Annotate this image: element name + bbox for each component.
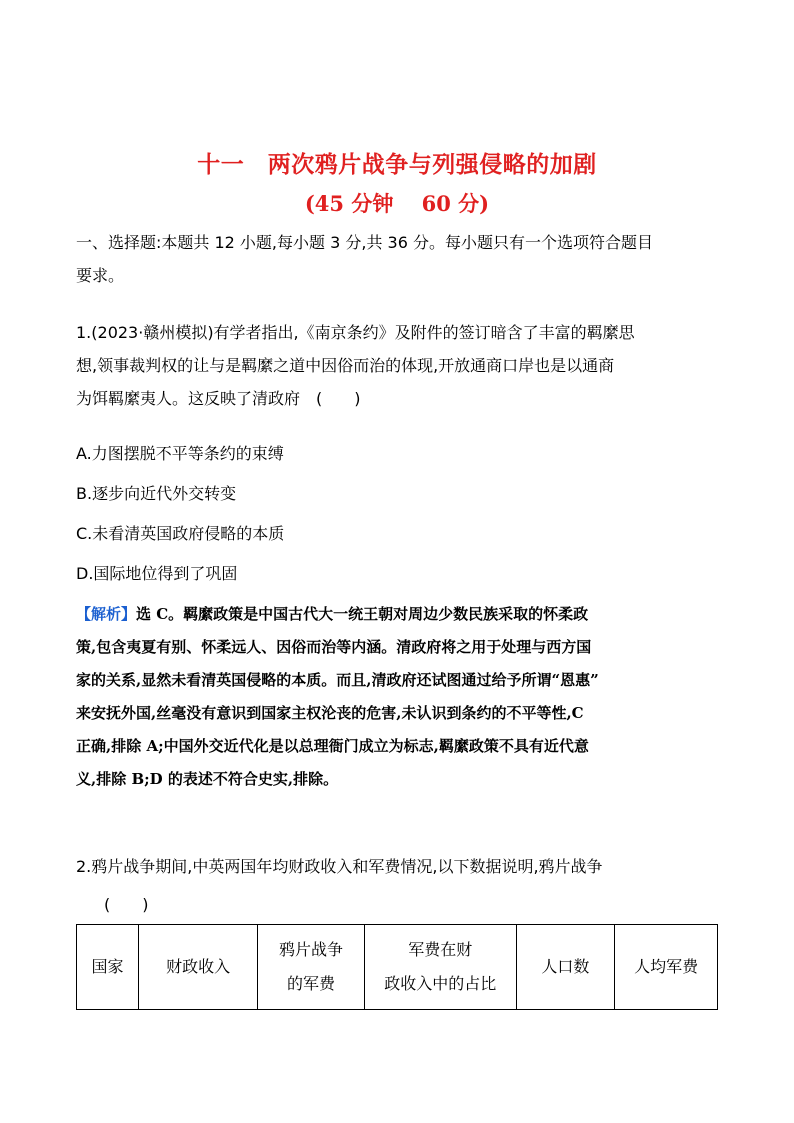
header-per-capita-cost xyxy=(615,925,718,1010)
table-header-row xyxy=(77,925,718,1010)
analysis-line-1 xyxy=(76,598,726,631)
option-b: B.逐步向近代外交转变 xyxy=(76,484,237,503)
header-cost-ratio-line-1: 军费在财 xyxy=(408,940,473,959)
question-1-line-2: 想,领事裁判权的让与是羁縻之道中因俗而治的体现,开放通商口岸也是以通商 xyxy=(76,356,615,375)
header-population-text: 人口数 xyxy=(541,957,590,976)
data-table xyxy=(76,924,718,1010)
question-1-analysis xyxy=(76,598,726,796)
page-subtitle: (45 分钟 60 分) xyxy=(304,191,490,216)
analysis-line-4: 来安抚外国,丝毫没有意识到国家主权沦丧的危害,未认识到条约的不平等性,C xyxy=(76,704,584,722)
option-c: C.未看清英国政府侵略的本质 xyxy=(76,524,285,543)
analysis-text-1: 选 C。羁縻政策是中国古代大一统王朝对周边少数民族采取的怀柔政 xyxy=(136,605,589,623)
header-war-cost xyxy=(258,925,365,1010)
option-a: A.力图摆脱不平等条约的束缚 xyxy=(76,444,284,463)
header-war-cost-line-2: 的军费 xyxy=(287,974,336,993)
question-1-options xyxy=(76,434,726,594)
question-1-line-3: 为饵羁縻夷人。这反映了清政府 ( ) xyxy=(76,389,361,408)
analysis-label: 【解析】 xyxy=(76,605,137,623)
question-2-line-1: 2.鸦片战争期间,中英两国年均财政收入和军费情况,以下数据说明,鸦片战争 xyxy=(76,857,603,876)
analysis-line-6: 义,排除 B;D 的表述不符合史实,排除。 xyxy=(76,770,339,788)
header-revenue xyxy=(139,925,258,1010)
option-d: D.国际地位得到了巩固 xyxy=(76,564,238,583)
header-country xyxy=(77,925,139,1010)
question-2-line-2: ( ) xyxy=(104,895,149,914)
header-revenue-text: 财政收入 xyxy=(166,957,231,976)
header-population xyxy=(516,925,615,1010)
header-per-capita-cost-text: 人均军费 xyxy=(634,957,699,976)
question-1-line-1: 1.(2023·赣州模拟)有学者指出,《南京条约》及附件的签订暗含了丰富的羁縻思 xyxy=(76,323,635,342)
analysis-line-3: 家的关系,显然未看清英国侵略的本质。而且,清政府还试图通过给予所谓“恩惠” xyxy=(76,671,599,689)
header-country-text: 国家 xyxy=(91,957,124,976)
header-cost-ratio-line-2: 政收入中的占比 xyxy=(384,974,497,993)
header-cost-ratio xyxy=(364,925,516,1010)
question-1 xyxy=(76,316,726,415)
section-line-2: 要求。 xyxy=(76,266,125,285)
question-2 xyxy=(76,848,726,924)
analysis-line-2: 策,包含夷夏有别、怀柔远人、因俗而治等内涵。清政府将之用于处理与西方国 xyxy=(76,638,592,656)
analysis-line-5: 正确,排除 A;中国外交近代化是以总理衙门成立为标志,羁縻政策不具有近代意 xyxy=(76,737,589,755)
header-war-cost-line-1: 鸦片战争 xyxy=(279,940,344,959)
section-line-1: 一、选择题:本题共 12 小题,每小题 3 分,共 36 分。每小题只有一个选项符合题目 xyxy=(76,233,653,252)
section-instructions xyxy=(76,226,726,292)
page-title: 十一 两次鸦片战争与列强侵略的加剧 xyxy=(197,152,597,178)
